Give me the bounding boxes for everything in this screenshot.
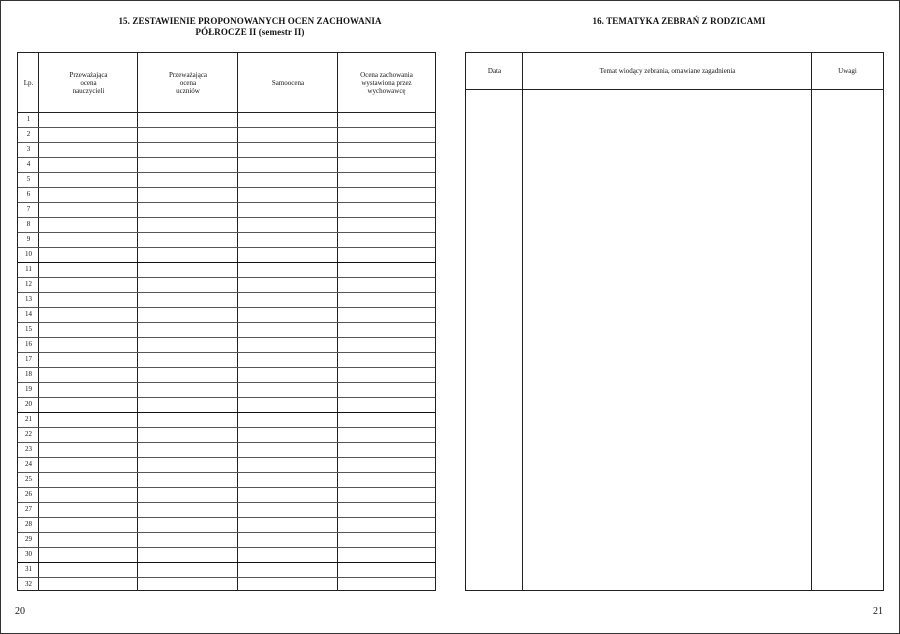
row-number: 19 — [25, 385, 32, 393]
row-separator — [18, 307, 435, 308]
row-separator — [18, 487, 435, 488]
right-page — [450, 0, 900, 634]
page-number-left: 20 — [15, 606, 25, 617]
row-number: 26 — [25, 490, 32, 498]
row-number: 27 — [25, 505, 32, 513]
row-separator — [18, 142, 435, 143]
row-number: 13 — [25, 295, 32, 303]
row-number: 31 — [25, 565, 32, 573]
right-page-title: 16. TEMATYKA ZEBRAŃ Z RODZICAMI — [592, 16, 766, 26]
row-number: 21 — [25, 415, 32, 423]
row-separator — [18, 202, 435, 203]
row-separator — [18, 397, 435, 398]
row-number: 30 — [25, 550, 32, 558]
row-separator — [18, 322, 435, 323]
left-title-line1: 15. ZESTAWIENIE PROPONOWANYCH OCEN ZACHOWANIA — [118, 16, 382, 26]
row-separator — [18, 217, 435, 218]
page-number-right: 21 — [873, 606, 883, 617]
row-separator — [18, 247, 435, 248]
row-number: 7 — [26, 205, 31, 213]
header-teachers-grade: Przeważająca ocena nauczycieli — [69, 70, 108, 95]
row-separator — [18, 547, 435, 548]
row-separator — [18, 442, 435, 443]
row-number: 22 — [25, 430, 32, 438]
row-number: 18 — [25, 370, 32, 378]
row-number: 9 — [26, 235, 31, 243]
left-title-line2: PÓŁROCZE II (semestr II) — [195, 27, 305, 37]
row-separator — [18, 337, 435, 338]
row-number: 15 — [25, 325, 32, 333]
left-page-title — [20, 16, 480, 38]
row-separator — [18, 457, 435, 458]
table-header — [18, 53, 435, 113]
header-notes: Uwagi — [838, 67, 857, 75]
column-divider — [522, 53, 523, 590]
row-number: 11 — [25, 265, 32, 273]
row-separator — [18, 562, 435, 563]
row-number: 23 — [25, 445, 32, 453]
row-separator — [18, 502, 435, 503]
row-separator — [18, 262, 435, 263]
row-separator — [18, 367, 435, 368]
row-number: 12 — [25, 280, 32, 288]
header-lp: Lp. — [23, 78, 34, 87]
row-number: 5 — [26, 175, 31, 183]
row-number: 20 — [25, 400, 32, 408]
row-number: 4 — [26, 160, 31, 168]
row-separator — [18, 352, 435, 353]
row-number: 10 — [25, 250, 32, 258]
row-separator — [18, 517, 435, 518]
row-number: 29 — [25, 535, 32, 543]
row-number: 28 — [25, 520, 32, 528]
row-number: 17 — [25, 355, 32, 363]
row-separator — [18, 172, 435, 173]
row-separator — [18, 277, 435, 278]
row-separator — [18, 427, 435, 428]
row-separator — [18, 532, 435, 533]
header-final-grade: Ocena zachowania wystawiona przez wychowawcę — [360, 70, 413, 95]
row-number: 2 — [26, 130, 31, 138]
row-number: 25 — [25, 475, 32, 483]
header-date: Data — [487, 67, 502, 75]
row-number: 8 — [26, 220, 31, 228]
row-separator — [18, 292, 435, 293]
row-number: 16 — [25, 340, 32, 348]
row-separator — [18, 577, 435, 578]
header-students-grade: Przeważająca ocena uczniów — [168, 70, 208, 95]
header-topic: Temat wiodący zebrania, omawiane zagadnienia — [599, 67, 736, 75]
parent-meetings-table — [465, 52, 884, 591]
column-divider — [811, 53, 812, 590]
row-number: 32 — [25, 580, 32, 588]
row-separator — [18, 157, 435, 158]
row-number: 14 — [25, 310, 32, 318]
row-separator — [18, 472, 435, 473]
row-separator — [18, 127, 435, 128]
table-header — [466, 53, 883, 90]
header-self-assessment: Samoocena — [271, 78, 305, 87]
behavior-grades-table — [17, 52, 436, 591]
row-number: 24 — [25, 460, 32, 468]
row-number: 3 — [26, 145, 31, 153]
row-separator — [18, 382, 435, 383]
row-separator — [18, 412, 435, 413]
row-number: 6 — [26, 190, 31, 198]
row-number: 1 — [26, 115, 31, 123]
row-separator — [18, 187, 435, 188]
row-separator — [18, 232, 435, 233]
